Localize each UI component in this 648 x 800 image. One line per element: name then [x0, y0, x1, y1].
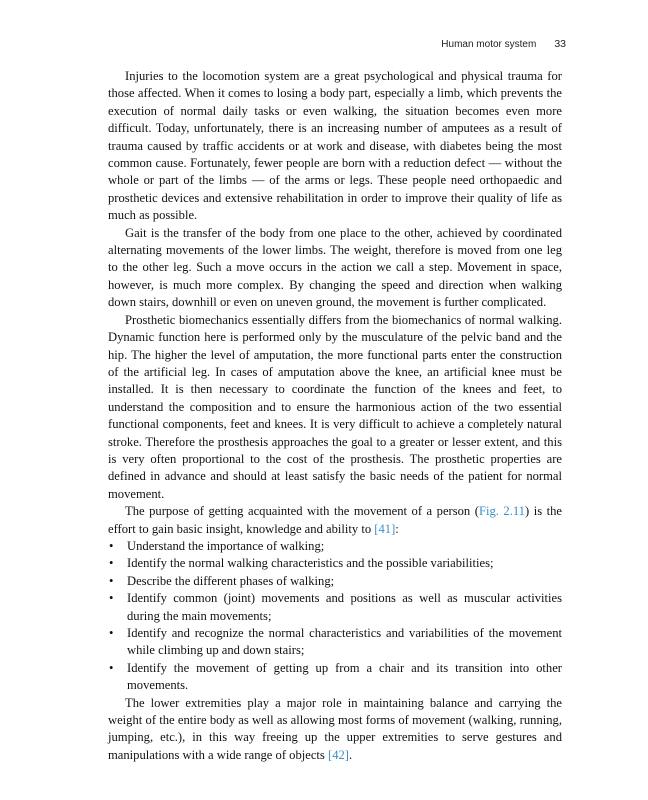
- paragraph-purpose: [108, 503, 562, 538]
- purpose-text-3: :: [395, 521, 399, 536]
- list-item-text: Identify common (joint) movements and positions as well as muscular activities during the main movements;: [127, 591, 562, 623]
- list-item-text: Identify the normal walking characteristics and the possible variabilities;: [127, 556, 494, 571]
- list-item: [108, 625, 562, 660]
- paragraph-gait: Gait is the transfer of the body from one place to the other, achieved by coordinated alternating movements of the lower limbs. The weight, therefore is moved from one leg to the other leg. Such a move occurs in the action we call a step. Movement in space, however, is much more complex. By changing the speed and direction when walking down stairs, downhill or even on uneven ground, the movement is further complicated.: [108, 225, 562, 310]
- list-item-text: Describe the different phases of walking;: [127, 573, 335, 588]
- bullet-icon: •: [109, 626, 114, 640]
- citation-link-42[interactable]: [42]: [328, 747, 349, 762]
- bullet-icon: •: [109, 591, 114, 606]
- purpose-text-1: The purpose of getting acquainted with the movement of a person (: [125, 504, 479, 519]
- bullet-icon: •: [109, 573, 114, 588]
- running-header: [441, 38, 566, 50]
- lower-extremities-text: The lower extremities play a major role in maintaining balance and carrying the weight of the entire body as well as allowing most forms of movement (walking, running, jumping, etc.), in this way freeing up the upper extremities to serve gestures and manipulations with a wide range of objects: [108, 695, 562, 762]
- list-item: [108, 660, 562, 695]
- list-item: [108, 573, 562, 590]
- paragraph-injuries: Injuries to the locomotion system are a great psychological and physical trauma for those affected. When it comes to losing a body part, especially a limb, which prevents the execution of normal daily tasks or even walking, the situation becomes even more difficult. Today, unfortunately, there is an increasing number of amputees as a result of trauma caused by traffic accidents or at work and disease, with diabetes being the most common cause. Fortunately, fewer people are born with a reduction defect — without the whole or part of the limbs — of the arms or legs. These people need orthopaedic and prosthetic devices and extensive rehabilitation in order to improve their quality of life as much as possible.: [108, 69, 562, 223]
- citation-link-41[interactable]: [41]: [374, 521, 396, 536]
- figure-reference-link[interactable]: Fig. 2.11: [478, 504, 525, 519]
- list-item: [108, 555, 562, 572]
- running-title: Human motor system: [441, 39, 537, 50]
- page-number: 33: [554, 38, 566, 50]
- lower-extremities-end: .: [348, 747, 353, 762]
- bullet-icon: •: [109, 556, 114, 571]
- objectives-list: [108, 538, 562, 695]
- list-item-text: Understand the importance of walking;: [127, 538, 325, 553]
- bullet-icon: •: [109, 660, 114, 675]
- body-text: [108, 68, 562, 764]
- list-item: [108, 538, 562, 555]
- list-item: [108, 590, 562, 625]
- paragraph-prosthetic-biomechanics: Prosthetic biomechanics essentially differs from the biomechanics of normal walking. Dynamic function here is performed only by the musculature of the pelvic band and the hip. The higher the level of amputation, the more functional parts enter the construction of the artificial leg. In cases of amputation above the knee, an artificial knee must be installed. It is then necessary to coordinate the function of the knees and feet, to understand the composition and to ensure the harmonious action of the two essential functional components, feet and knees. It is very difficult to achieve a completely natural stroke. Therefore the prosthesis approaches the goal to a greater or lesser extent, and this is very often proportional to the cost of the prosthesis. The prosthetic properties are defined in advance and should at least satisfy the basic needs of the patient for normal movement.: [108, 312, 562, 501]
- list-item-text: Identify the movement of getting up from a chair and its transition into other movements.: [127, 660, 562, 693]
- paragraph-lower-extremities: [108, 695, 562, 765]
- purpose-text-2: ) is the effort to gain basic insight, knowledge and ability to: [108, 504, 562, 536]
- bullet-icon: •: [109, 538, 114, 553]
- list-item-text: Identify and recognize the normal characteristics and variabilities of the movement while climbing up and down stairs;: [127, 626, 562, 658]
